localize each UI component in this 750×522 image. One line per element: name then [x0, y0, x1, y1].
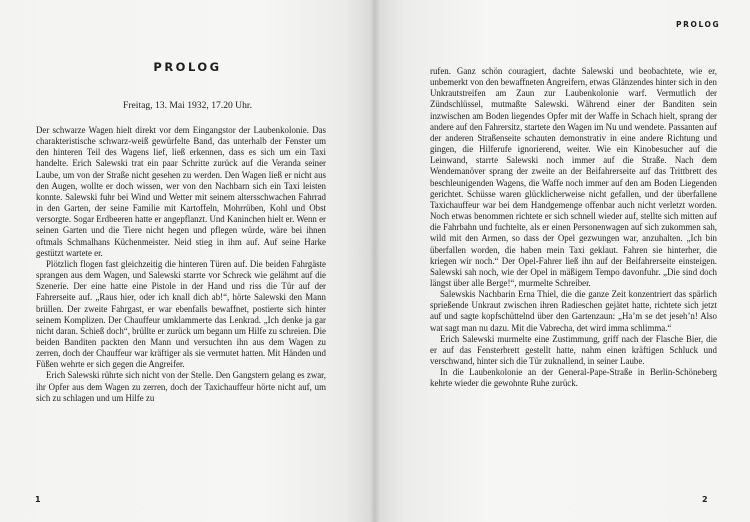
paragraph: rufen. Ganz schön couragiert, dachte Salewski und beobachtete, wie er, unbemerkt von den bewaffneten Angreifern, etwas Glänzendes hinter sich in den Unkrautstreifen am Zaun zur Laubenkolonie warf. Vermutlich der Zündschlüssel, mutmaßte Salewski. Während einer der Banditen sein inzwischen am Boden liegendes Opfer mit der Waffe in Schach hielt, sprang der andere auf den Fahrersitz, startete den Wagen im Nu und wendete. Passanten auf der anderen Straßenseite schauten demonstrativ in eine andere Richtung und gingen, die Hilferufe ignorierend, weiter. Wie ein Kinobesucher auf die Leinwand, starrte Salewski noch immer auf die Straße. Nach dem Wendemanöver sprang der zweite an der Beifahrerseite auf das Trittbrett des beschleunigenden Wagens, die Waffe noch immer auf den am Boden Liegenden gerichtet. Schüsse waren glücklicherweise nicht gefallen, und der überfallene Taxichauffeur war bei dem Handgemenge offenbar auch nicht verletzt worden. Noch etwas benommen richtete er sich schnell wieder auf, stellte sich mitten auf die Fahrbahn und fuchtelte, als er einen Personenwagen auf sich zukommen sah, wild mit den Armen, so dass der Opel gezwungen war, anzuhalten. „Ich bin überfallen worden, die haben mein Taxi geklaut. Fahren sie hinterher, die kriegen wir noch.“ Der Opel-Fahrer ließ ihn auf der Beifahrerseite einsteigen. Salewski sah noch, wie der Opel in mäßigem Tempo davonfuhr. „Die sind doch längst über alle Berge!“, murmelte Schreiber. [430, 66, 717, 288]
left-page-body [36, 125, 326, 404]
paragraph: Plötzlich flogen fast gleichzeitig die hinteren Türen auf. Die beiden Fahrgäste sprangen aus dem Wagen, und Salewski starrte vor Schreck wie gelähmt auf die Szenerie. Der eine hatte eine Pistole in der Hand und riss die Tür auf der Fahrerseite auf. „Raus hier, oder ich knall dich ab!“, hörte Salewski den Mann brüllen. Der zweite Fahrgast, er war ebenfalls bewaffnet, postierte sich hinter seinem Komplizen. Der Chauffeur umklammerte das Lenkrad. „Ich denke ja gar nicht daran. Schieß doch“, brüllte er zurück um begann um Hilfe zu schreien. Die beiden Banditen packten den Mann und versuchten ihn aus dem Wagen zu zerren, doch der Chauffeur war kräftiger als sie vermutet hatten. Mit Händen und Füßen wehrte er sich gegen die Angreifer. [36, 258, 326, 370]
paragraph: Erich Salewski murmelte eine Zustimmung, griff nach der Flasche Bier, die er auf das Fensterbrett gestellt hatte, nahm einen kräftigen Schluck und verschwand, hinter sich die Tür zuknallend, in seiner Laube. [430, 333, 717, 367]
paragraph: Der schwarze Wagen hielt direkt vor dem Eingangstor der Laubenkolonie. Das charakteristische schwarz-weiß gewürfelte Band, das unterhalb der Fenster um den hinteren Teil des Wagens lief, ließ erkennen, dass es sich um ein Taxi handelte. Erich Salewski trat ein paar Schritte zurück auf die Veranda seiner Laube, um von der Straße nicht gesehen zu werden. Den Wagen ließ er nicht aus den Augen, wollte er doch wissen, wer von den Nachbarn sich ein Taxi leisten konnte. Salewski fuhr bei Wind und Wetter mit seinem altersschwachen Fahrrad in den Garten, der seine Familie mit Kartoffeln, Mohrrüben, Kohl und Obst versorgte. Sogar Erdbeeren hatte er angepflanzt. Und Kaninchen hielt er. Wenn er seinen Garten und die Tiere nicht hegen und pflegen würde, wäre bei ihnen oftmals Schmalhans Küchenmeister. Neid stieg in ihm auf. Auf seine Harke gestützt wartete er. [36, 125, 326, 258]
paragraph: In die Laubenkolonie an der General-Pape-Straße in Berlin-Schöneberg kehrte wieder die gewohnte Ruhe zurück. [430, 367, 717, 389]
paragraph: Salewskis Nachbarin Erna Thiel, die die ganze Zeit konzentriert das spärlich sprießende Unkraut zwischen ihren Radieschen gejätet hatte, richtete sich jetzt auf und sagte kopfschüttelnd über den Gartenzaun: „Ha’m se det jeseh’n! Also wat sagt man nu dazu. Mit die Vabrecha, det wird imma schlimma.“ [430, 289, 717, 333]
page-number: 2 [702, 495, 708, 504]
chapter-title: PROLOG [153, 60, 222, 74]
paragraph: Erich Salewski rührte sich nicht von der Stelle. Den Gangstern gelang es zwar, ihr Opfer aus dem Wagen zu zerren, doch der Taxichauffeur hörte nicht auf, um sich zu schlagen und um Hilfe zu [36, 370, 326, 403]
running-head: PROLOG [676, 20, 721, 29]
book-gutter [370, 0, 380, 522]
right-page-body [430, 66, 717, 390]
page-number: 1 [35, 495, 41, 504]
dateline: Freitag, 13. Mai 1932, 17.20 Uhr. [123, 100, 252, 111]
